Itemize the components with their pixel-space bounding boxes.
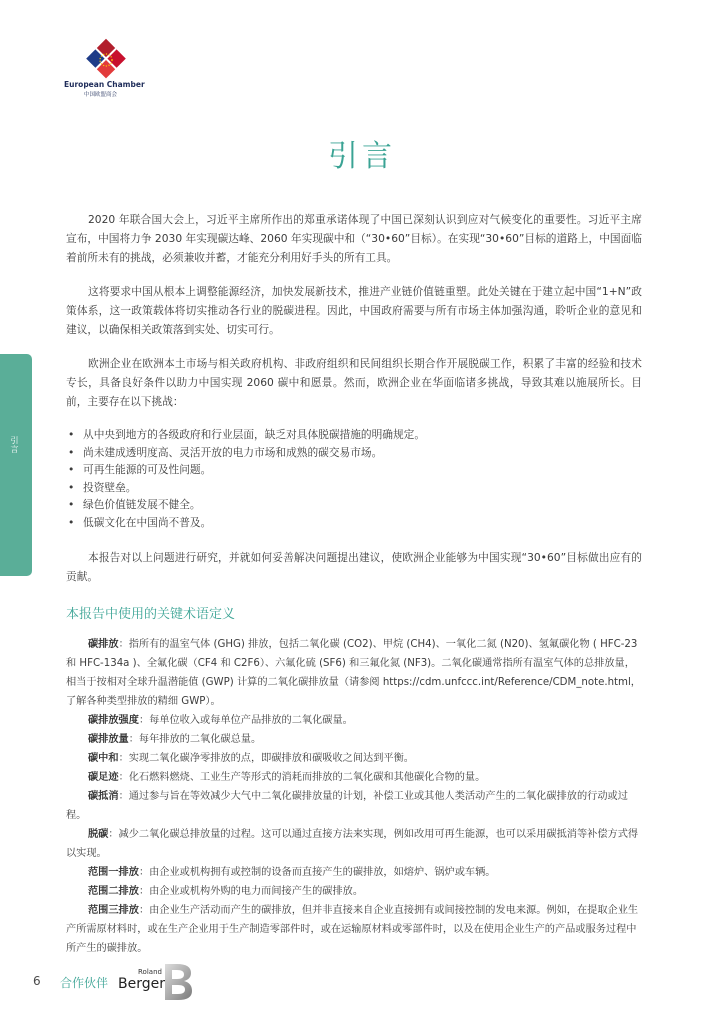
- definition-term: 碳抵消: [88, 791, 119, 802]
- definition-text: ：每单位收入或每单位产品排放的二氧化碳量。: [138, 715, 353, 726]
- page-title: 引言: [328, 139, 396, 174]
- definition-item: [66, 787, 642, 825]
- definition-item: [66, 711, 642, 730]
- definition-item: [66, 882, 642, 901]
- definition-item: [66, 768, 642, 787]
- definition-term: 碳足迹: [88, 772, 119, 783]
- list-item: • 尚未建成透明度高、灵活开放的电力市场和成熟的碳交易市场。: [66, 444, 642, 462]
- roland-berger-logo-icon: [163, 963, 193, 1001]
- partner-logo-large-text: Berger: [118, 976, 165, 992]
- definition-text: ：指所有的温室气体 (GHG) 排放，包括二氧化碳 (CO2)、甲烷 (CH4)、一氧化二氮 (N20)、氢氟碳化物 ( HFC-23 和 HFC-134a )、全氟化碳（CF4 和 C2F6）、六氟化硫 (SF6) 和三氟化氮 (NF3)。二氧化碳通常指所有温室气体的总排放量，相当于按相对全球升温潜能值 (GWP) 计算的二氧化碳排放量（请参阅 https://cdm.unfccc.int/Reference/CDM_note.html，了解各种类型排放的精细 GWP）。: [66, 639, 641, 707]
- list-item: • 绿色价值链发展不健全。: [66, 496, 642, 514]
- definition-item: [66, 825, 642, 863]
- footer-label: 合作伙伴: [60, 976, 109, 990]
- paragraph-1: 2020 年联合国大会上，习近平主席所作出的郑重承诺体现了中国已深刻认识到应对气候变化的重要性。习近平主席宣布，中国将力争 2030 年实现碳达峰、2060 年实现碳中和（“30•60”目标）。在实现“30•60”目标的道路上，中国面临着前所未有的挑战，必须兼收并蓄，才能充分利用好手头的所有工具。: [66, 213, 642, 264]
- definition-item: [66, 901, 642, 958]
- definition-text: ：由企业生产活动而产生的碳排放，但并非直接来自企业直接拥有或间接控制的发电来源。例如，在提取企业生产所需原材料时，或在生产企业用于生产制造零部件时，或在运输原材料或零部件时，以及在使用企业生产的产品或服务过程中所产生的碳排放。: [66, 905, 639, 954]
- european-chamber-logo: [62, 38, 152, 98]
- definition-item: [66, 730, 642, 749]
- definition-text: ：通过参与旨在等效减少大气中二氧化碳排放量的计划，补偿工业或其他人类活动产生的二氧化碳排放的行动或过程。: [66, 791, 628, 821]
- definition-text: ：实现二氧化碳净零排放的点，即碳排放和碳吸收之间达到平衡。: [118, 753, 414, 764]
- definition-term: 碳中和: [88, 753, 119, 764]
- definition-text: ：每年排放的二氧化碳总量。: [128, 734, 262, 745]
- definition-text: ：由企业或机构外购的电力而间接产生的碳排放。: [138, 886, 364, 897]
- side-tab-label: 引言: [10, 436, 19, 454]
- logo-name-en: European Chamber: [64, 80, 145, 89]
- logo-name-cn: 中国欧盟商会: [84, 92, 118, 98]
- section-side-tab[interactable]: [0, 354, 32, 576]
- definition-term: 范围二排放: [88, 886, 139, 897]
- definition-term: 碳排放强度: [88, 715, 139, 726]
- paragraph-4: 本报告对以上问题进行研究，并就如何妥善解决问题提出建议，使欧洲企业能够为中国实现“30•60”目标做出应有的贡献。: [66, 551, 642, 583]
- section-heading: 本报告中使用的关键术语定义: [66, 607, 236, 622]
- paragraph-2: 这将要求中国从根本上调整能源经济，加快发展新技术，推进产业链价值链重塑。此处关键在于建立起中国“1+N”政策体系，这一政策载体将切实推动各行业的脱碳进程。因此，中国政府需要与所有市场主体加强沟通，聆听企业的意见和建议，以确保相关政策落到实处、切实可行。: [66, 285, 642, 336]
- list-item: • 可再生能源的可及性问题。: [66, 461, 642, 479]
- definition-text: ：减少二氧化碳总排放量的过程。这可以通过直接方法来实现，例如改用可再生能源，也可以采用碳抵消等补偿方式得以实现。: [66, 829, 639, 859]
- definition-term: 碳排放: [88, 639, 119, 650]
- list-item: • 从中央到地方的各级政府和行业层面，缺乏对具体脱碳措施的明确规定。: [66, 426, 642, 444]
- definition-term: 范围三排放: [88, 905, 139, 916]
- definition-text: ：化石燃料燃烧、工业生产等形式的消耗而排放的二氧化碳和其他碳化合物的量。: [118, 772, 486, 783]
- definition-item: [66, 863, 642, 882]
- partner-logo-small-text: Roland: [138, 968, 162, 976]
- definition-term: 碳排放量: [88, 734, 129, 745]
- definition-term: 范围一排放: [88, 867, 139, 878]
- page-number: 6: [33, 974, 41, 988]
- definition-text: ：由企业或机构拥有或控制的设备而直接产生的碳排放，如熔炉、锅炉或车辆。: [138, 867, 496, 878]
- european-chamber-emblem-icon: [78, 38, 134, 82]
- paragraph-3: 欧洲企业在欧洲本土市场与相关政府机构、非政府组织和民间组织长期合作开展脱碳工作，积累了丰富的经验和技术专长，具备良好条件以助力中国实现 2060 碳中和愿景。然而，欧洲企业在华面临诸多挑战，导致其难以施展所长。目前，主要存在以下挑战：: [66, 357, 642, 408]
- definitions-list: [66, 635, 642, 958]
- challenge-list: [66, 426, 642, 531]
- definition-item: [66, 749, 642, 768]
- definition-item: [66, 635, 642, 711]
- list-item: • 低碳文化在中国尚不普及。: [66, 514, 642, 532]
- definition-term: 脱碳: [88, 829, 109, 840]
- list-item: • 投资壁垒。: [66, 479, 642, 497]
